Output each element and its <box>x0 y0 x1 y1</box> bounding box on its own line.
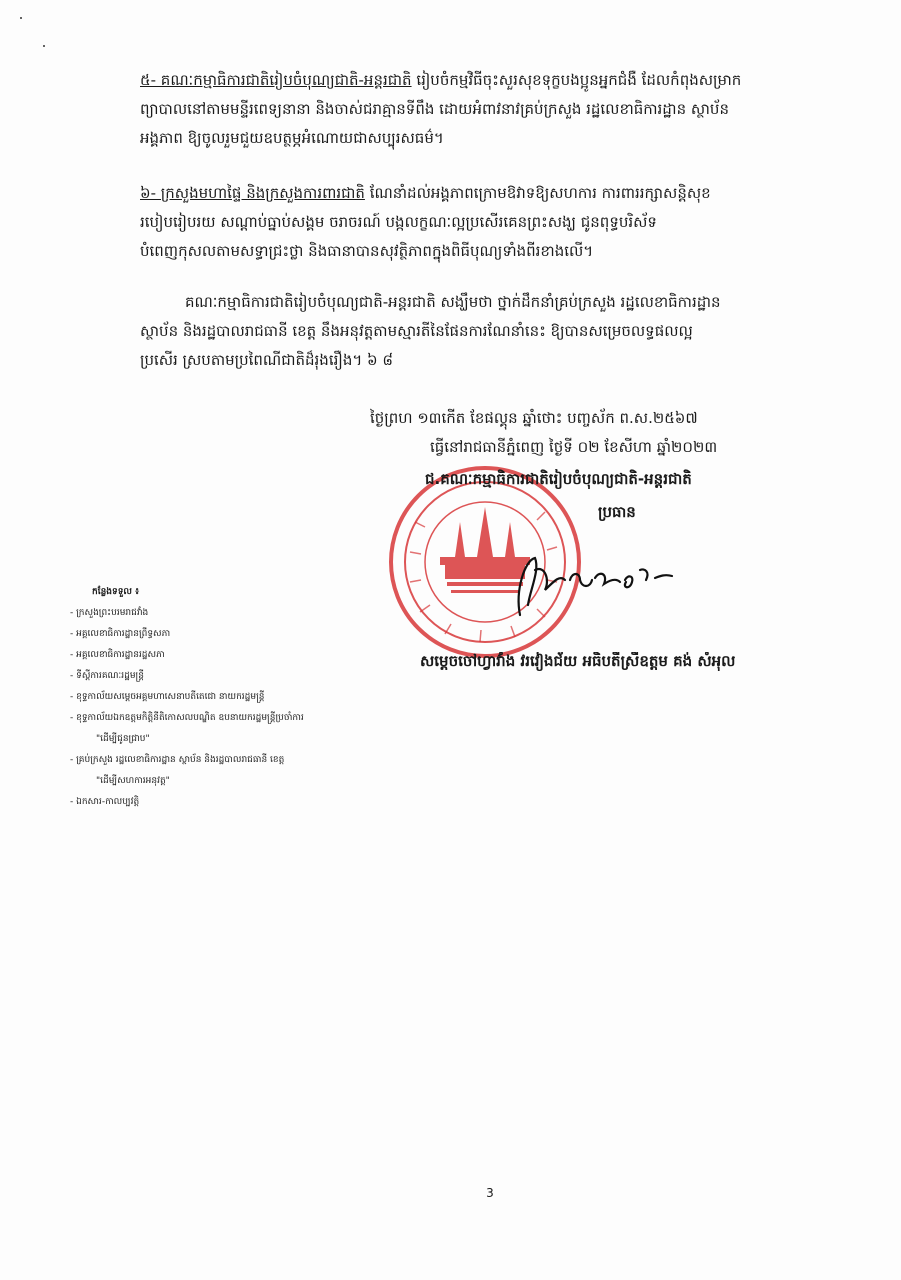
closing-line-2: ស្ថាប័ន និងរដ្ឋបាលរាជធានី ខេត្ត នឹងអនុវត្តតាមស្មារតីនៃផែនការណែនាំនេះ ឱ្យបានសម្រេចលទ្ធផលល្អ <box>140 322 693 340</box>
recipient-item: - ខុទ្ទកាល័យសម្តេចអគ្គមហាសេនាបតីតេជោ នាយករដ្ឋមន្ត្រី <box>70 692 265 702</box>
recipient-item-note: "ដើម្បីជូនជ្រាប" <box>96 734 150 744</box>
issuing-organization <box>425 465 845 494</box>
recipient-item: - ខុទ្ទកាល័យឯកឧត្តមកិត្តិនីតិកោសលបណ្ឌិត ឧបនាយករដ្ឋមន្ត្រីប្រចាំការ <box>70 713 304 723</box>
paragraph-6-text: ណែនាំដល់អង្គភាពក្រោមឱវាទឱ្យសហការ ការពាររក្សាសន្តិសុខ <box>364 184 711 202</box>
recipient-item: - ឯកសារ-កាលប្បវត្តិ <box>70 797 140 807</box>
closing-paragraph <box>140 288 840 375</box>
recipients-list <box>70 582 370 813</box>
recipient-item: - គ្រប់ក្រសួង រដ្ឋលេខាធិការដ្ឋាន ស្ថាប័ន និងរដ្ឋបាលរាជធានី ខេត្ត <box>70 755 285 765</box>
closing-line-1: គណៈកម្មាធិការជាតិរៀបចំបុណ្យជាតិ-អន្តរជាតិ សង្ឃឹមថា ថ្នាក់ដឹកនាំគ្រប់ក្រសួង រដ្ឋលេខាធិការដ្ឋាន <box>185 293 721 311</box>
paragraph-5-lead: ៥- គណៈកម្មាធិការជាតិរៀបចំបុណ្យជាតិ-អន្តរជាតិ <box>140 71 412 89</box>
recipient-item: - អគ្គលេខាធិការដ្ឋានព្រឹទ្ធសភា <box>70 629 171 639</box>
signer-role <box>598 498 718 527</box>
paragraph-6-line-3: បំពេញកុសលតាមសទ្ធាជ្រះថ្លា និងធានាបានសុវត្ថិភាពក្នុងពិធីបុណ្យទាំងពីរខាងលើ។ <box>140 242 594 260</box>
role-text: ប្រធាន <box>598 503 636 521</box>
signer-name: សម្តេចចៅហ្វាវាំង វរវៀងជ័យ អធិបតីស្រីឧត្តម គង់ សំអុល <box>420 652 736 670</box>
paragraph-6 <box>140 179 840 266</box>
recipient-item: - ក្រសួងព្រះបរមរាជវាំង <box>70 608 149 618</box>
solar-date-text: ធ្វើនៅរាជធានីភ្នំពេញ ថ្ងៃទី ០២ ខែសីហា ឆ្នាំ២០២៣ <box>430 438 718 456</box>
paragraph-6-line-1 <box>140 179 840 208</box>
recipient-item-note: "ដើម្បីសហការអនុវត្ត" <box>96 776 170 786</box>
paragraph-5-line-3: អង្គភាព ឱ្យចូលរួមជួយឧបត្ថម្ភអំណោយជាសប្បុរសធម៌។ <box>140 129 444 147</box>
handwritten-signature <box>500 550 680 620</box>
paragraph-5-line-1 <box>140 66 840 95</box>
scan-speck <box>43 45 45 47</box>
paragraph-5 <box>140 66 840 153</box>
page-number: 3 <box>486 1186 494 1200</box>
lunar-date-text: ថ្ងៃព្រហ ១៣កើត ខែផល្គុន ឆ្នាំថោះ បញ្ចស័ក ព.ស.២៥៦៧ <box>370 409 698 427</box>
lunar-date <box>370 404 840 433</box>
recipient-item: - ទីស្តីការគណៈរដ្ឋមន្ត្រី <box>70 671 144 681</box>
scan-speck <box>20 17 22 19</box>
solar-date <box>430 433 830 462</box>
closing-line-3: ប្រសើរ ស្របតាមប្រពៃណីជាតិដ៏រុងរឿង។ ៦ ៨ <box>140 351 394 369</box>
recipient-item: - អគ្គលេខាធិការដ្ឋានរដ្ឋសភា <box>70 650 165 660</box>
paragraph-6-lead: ៦- ក្រសួងមហាផ្ទៃ និងក្រសួងការពារជាតិ <box>140 184 365 202</box>
recipients-title: កន្លែងទទួល ៖ <box>92 587 140 597</box>
paragraph-5-line-2: ព្យាបាលនៅតាមមន្ទីរពេទ្យនានា និងចាស់ជរាគ្មានទីពឹង ដោយអំពាវនាវគ្រប់ក្រសួង រដ្ឋលេខាធិការដ្ឋាន ស្ថាប័ន <box>140 100 729 118</box>
paragraph-5-text: រៀបចំកម្មវិធីចុះសួរសុខទុក្ខបងប្អូនអ្នកជំងឺ ដែលកំពុងសម្រាក <box>411 71 742 89</box>
paragraph-6-line-2: របៀបរៀបរយ សណ្តាប់ធ្នាប់សង្គម ចរាចរណ៍ បង្កលក្ខណៈល្អប្រសើរគេនព្រះសង្ឃ ជូនពុទ្ធបរិស័ទ <box>140 213 657 231</box>
organization-text: ជ.គណៈកម្មាធិការជាតិរៀបចំបុណ្យជាតិ-អន្តរជាតិ <box>425 470 692 488</box>
